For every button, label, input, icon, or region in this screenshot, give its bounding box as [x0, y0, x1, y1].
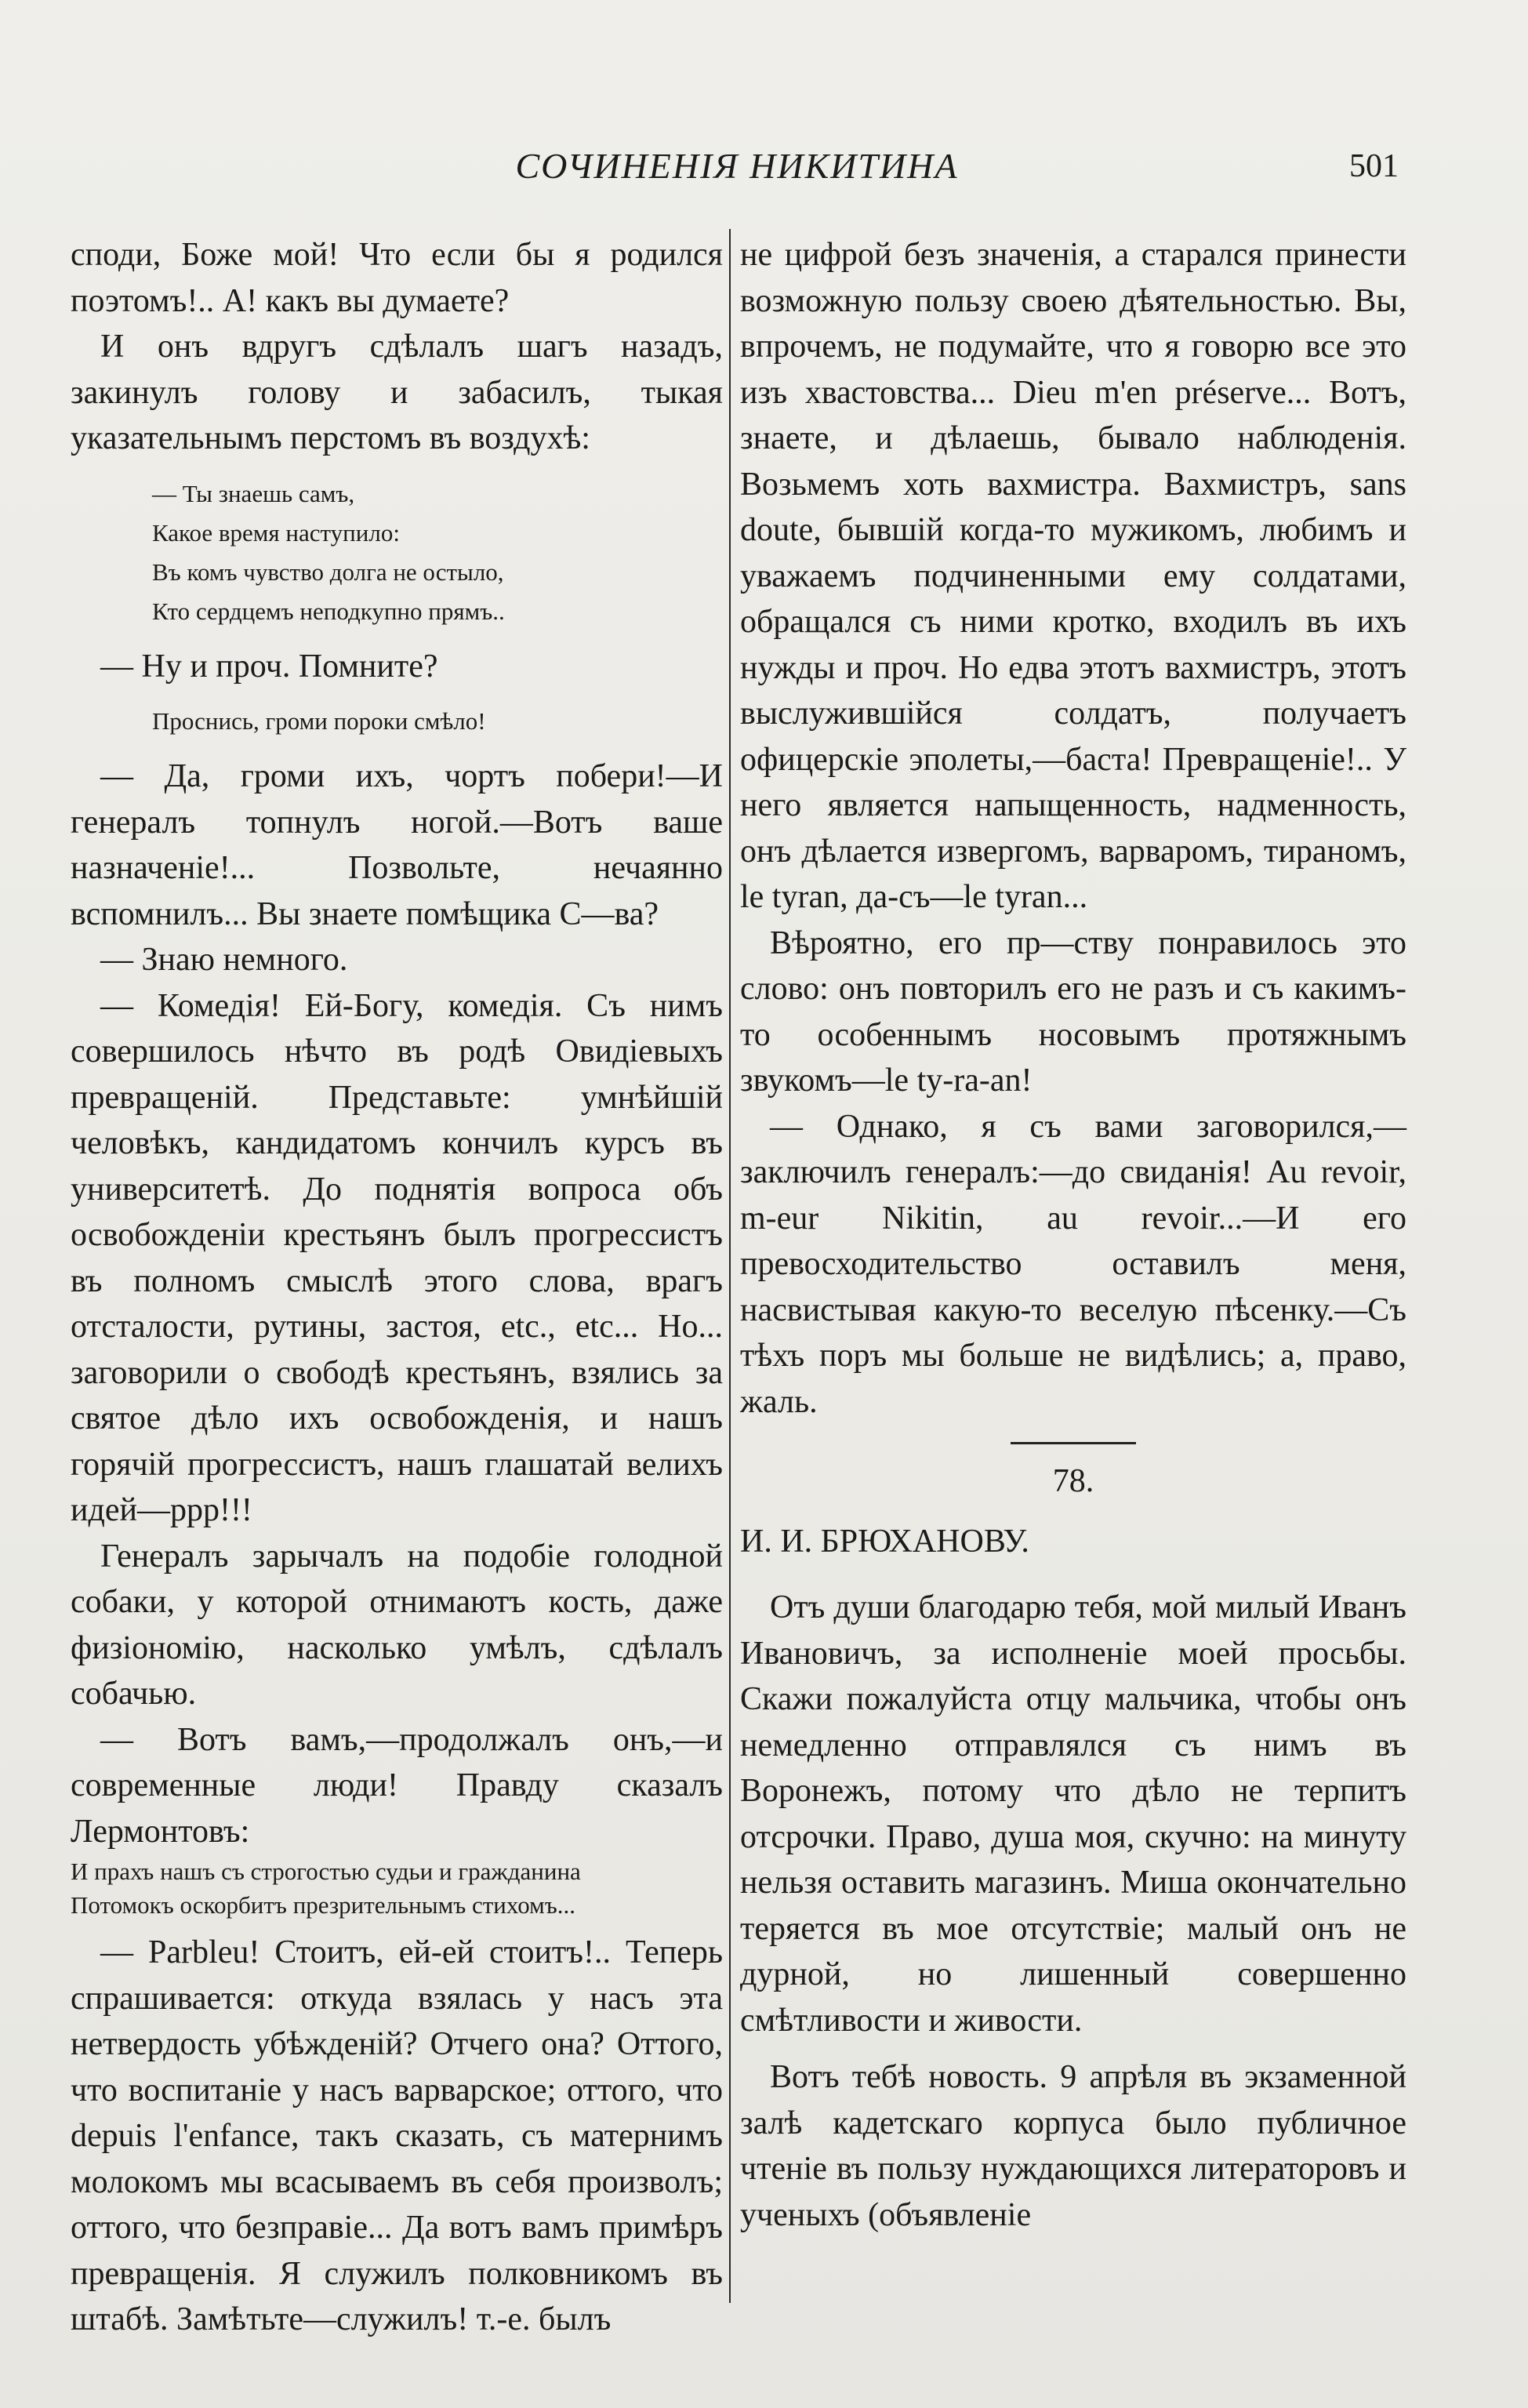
paragraph: не цифрой безъ значенія, а старался принести возможную пользу своею дѣятельностью. Вы, впрочемъ, не подумайте, что я говорю все это изъ хвастовства... Dieu m'en préserve... Вотъ, знаете, и дѣлаешь, бывало наблюденія. Возьмемъ хоть вахмистра. Вахмистръ, sans doute, бывшій когда-то мужикомъ, любимъ и уважаемъ подчиненными ему солдатами, обращался съ ними кротко, входилъ въ ихъ нужды и проч. Но едва этотъ вахмистръ, этотъ выслужившійся солдатъ, получаетъ офицерскіе эполеты,—баста! Превращеніе!.. У него является напыщенность, надменность, онъ дѣлается извергомъ, варваромъ, тираномъ, le tyran, да-съ—le tyran... [740, 237, 1406, 915]
section-rule [1011, 1442, 1136, 1444]
paragraph: Вѣроятно, его пр—ству понравилось это слово: онъ повторилъ его не разъ и съ какимъ-то особеннымъ носовымъ протяжнымъ звукомъ—le ty-ra-an! [740, 924, 1406, 1099]
quote-line: И прахъ нашъ съ строгостью судьи и гражданина [71, 1858, 581, 1885]
verse-line: — Ты знаешь самъ, [152, 479, 355, 507]
paragraph: — Да, громи ихъ, чортъ побери!—И генералъ топнулъ ногой.—Вотъ ваше назначеніе!... Позвольте, нечаянно вспомнилъ... Вы знаете помѣщика С—ва? [71, 758, 723, 932]
lermontov-quote [71, 1854, 723, 1922]
right-column [740, 232, 1406, 2238]
paragraph: Генералъ зарычалъ на подобіе голодной собаки, у которой отнимаютъ кость, даже физіономію, насколько умѣлъ, сдѣлалъ собачью. [71, 1538, 723, 1712]
quote-line: Потомокъ оскорбитъ презрительнымъ стихомъ... [71, 1891, 576, 1919]
column-divider [729, 229, 731, 2303]
paragraph: — Ну и проч. Помните? [100, 648, 438, 685]
paragraph: споди, Боже мой! Что если бы я родился поэтомъ!.. А! какъ вы думаете? [71, 237, 723, 319]
verse-quote [152, 474, 723, 631]
paragraph: — Однако, я съ вами заговорился,—заключилъ генералъ:—до свиданія! Au revoir, m-eur Nikitin, au revoir...—И его превосходительство оставилъ меня, насвистывая какую-то веселую пѣсенку.—Съ тѣхъ поръ мы больше не видѣлись; а, право, жаль. [740, 1108, 1406, 1420]
paragraph: — Комедія! Ей-Богу, комедія. Съ нимъ совершилось нѣчто въ родѣ Овидіевыхъ превращеній. Представьте: умнѣйшій человѣкъ, кандидатомъ кончилъ курсъ въ университетѣ. До поднятія вопроса объ освобожденіи крестьянъ былъ прогрессистъ въ полномъ смыслѣ этого слова, врагъ отсталости, рутины, застоя, etc., etc... Но... заговорили о свободѣ крестьянъ, взялись за святое дѣло ихъ освобожденія, и нашъ горячій прогрессистъ, нашъ глашатай велихъ идей—ррр!!! [71, 987, 723, 1528]
verse-quote [152, 702, 723, 741]
verse-line: Какое время наступило: [152, 518, 400, 547]
letter-addressee: И. И. БРЮХАНОВУ. [740, 1523, 1029, 1560]
verse-line: Проснись, громи пороки смѣло! [152, 707, 486, 735]
paragraph: — Вотъ вамъ,—продолжалъ онъ,—и современные люди! Правду сказалъ Лермонтовъ: [71, 1721, 723, 1850]
left-column [71, 232, 723, 2343]
paragraph: Отъ души благодарю тебя, мой милый Иванъ Ивановичъ, за исполненіе моей просьбы. Скажи пожалуйста отцу мальчика, чтобы онъ немедленно отправлялся съ нимъ въ Воронежъ, потому что дѣло не терпитъ отсрочки. Право, душа моя, скучно: на минуту нельзя оставить магазинъ. Миша окончательно теряется въ мое отсутствіе; малый онъ не дурной, но лишенный совершенно смѣтливости и живости. [740, 1589, 1406, 2039]
verse-line: Въ комъ чувство долга не остыло, [152, 558, 504, 586]
letter-number: 78. [1052, 1463, 1094, 1499]
paragraph: — Parbleu! Стоитъ, ей-ей стоитъ!.. Теперь спрашивается: откуда взялась у насъ эта нетвердость убѣжденій? Отчего она? Оттого, что воспитаніе у насъ варварское; оттого, что depuis l'enfance, такъ сказать, съ матернимъ молокомъ мы всасываемъ въ себя произволъ; оттого, что безправіе... Да вотъ вамъ примѣръ превращенія. Я служилъ полковникомъ въ штабѣ. Замѣтьте—служилъ! т.-е. былъ [71, 1934, 723, 2337]
spacer [740, 2043, 1406, 2054]
paragraph: Вотъ тебѣ новость. 9 апрѣля въ экзаменной залѣ кадетскаго корпуса было публичное чтеніе въ пользу нуждающихся литераторовъ и ученыхъ (объявленіе [740, 2059, 1406, 2233]
paragraph: И онъ вдругъ сдѣлалъ шагъ назадъ, закинулъ голову и забасилъ, тыкая указательнымъ перстомъ въ воздухѣ: [71, 329, 723, 456]
page-number: 501 [1349, 148, 1399, 184]
running-title: СОЧИНЕНІЯ НИКИТИНА [515, 146, 959, 186]
paragraph: — Знаю немного. [100, 942, 348, 978]
verse-line: Кто сердцемъ неподкупно прямъ.. [152, 597, 505, 625]
